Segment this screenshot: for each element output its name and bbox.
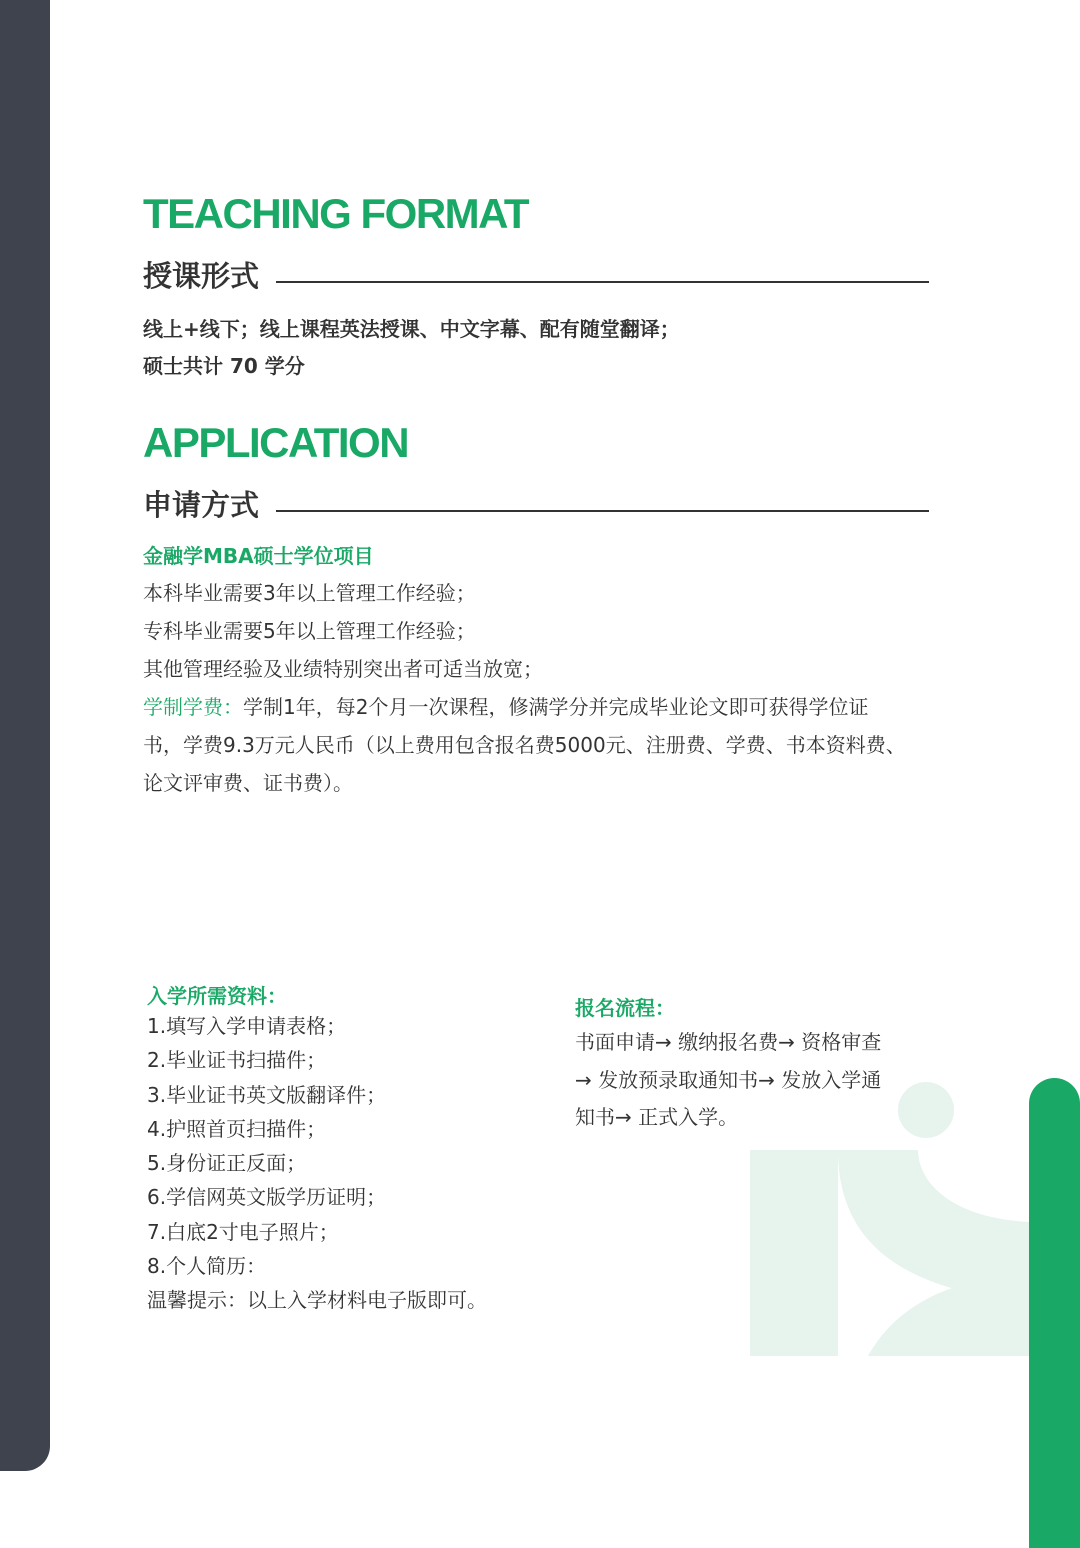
process-line: → 发放预录取通知书→ 发放入学通	[575, 1067, 882, 1092]
left-decorative-bar	[0, 0, 50, 1471]
application-title: APPLICATION	[143, 419, 409, 466]
tuition-line-1	[143, 691, 868, 720]
process-heading: 报名流程：	[575, 996, 675, 1020]
teaching-title-rule	[276, 281, 929, 283]
requirement-line: 其他管理经验及业绩特别突出者可适当放宽；	[143, 657, 543, 681]
process-line: 知书→ 正式入学。	[575, 1105, 739, 1129]
tuition-label: 学制学费：	[143, 695, 243, 719]
list-item: 3.毕业证书英文版翻译件；	[147, 1082, 387, 1107]
teaching-format-cn-title: 授课形式	[143, 259, 260, 293]
materials-list	[147, 1009, 487, 1318]
application-title-rule	[276, 510, 929, 512]
right-decorative-bar	[1029, 1078, 1080, 1548]
teaching-line-1: 线上+线下；线上课程英法授课、中文字幕、配有随堂翻译；	[143, 317, 680, 341]
teaching-format-title: TEACHING FORMAT	[143, 190, 529, 237]
tuition-line-3: 论文评审费、证书费）。	[143, 771, 353, 795]
tuition-line-2: 书，学费9.3万元人民币（以上费用包含报名费5000元、注册费、学费、书本资料费、	[143, 733, 906, 757]
materials-heading: 入学所需资料：	[147, 984, 287, 1008]
program-name: 金融学MBA硕士学位项目	[143, 544, 374, 568]
list-item: 6.学信网英文版学历证明；	[147, 1185, 387, 1210]
list-item: 7.白底2寸电子照片；	[147, 1219, 339, 1244]
requirement-line: 专科毕业需要5年以上管理工作经验；	[143, 619, 476, 643]
list-item: 温馨提示：以上入学材料电子版即可。	[147, 1288, 487, 1313]
process-line: 书面申请→ 缴纳报名费→ 资格审查	[575, 1030, 882, 1054]
teaching-line-2: 硕士共计 70 学分	[143, 354, 305, 378]
tuition-text: 学制1年，每2个月一次课程，修满学分并完成毕业论文即可获得学位证	[243, 695, 869, 719]
application-cn-title: 申请方式	[143, 488, 260, 522]
list-item: 1.填写入学申请表格；	[147, 1014, 347, 1038]
list-item: 5.身份证正反面；	[147, 1151, 307, 1176]
list-item: 4.护照首页扫描件；	[147, 1116, 327, 1141]
process-flow	[575, 1024, 881, 1137]
list-item: 2.毕业证书扫描件；	[147, 1048, 327, 1073]
requirement-line: 本科毕业需要3年以上管理工作经验；	[143, 581, 476, 605]
list-item: 8.个人简历：	[147, 1254, 267, 1279]
